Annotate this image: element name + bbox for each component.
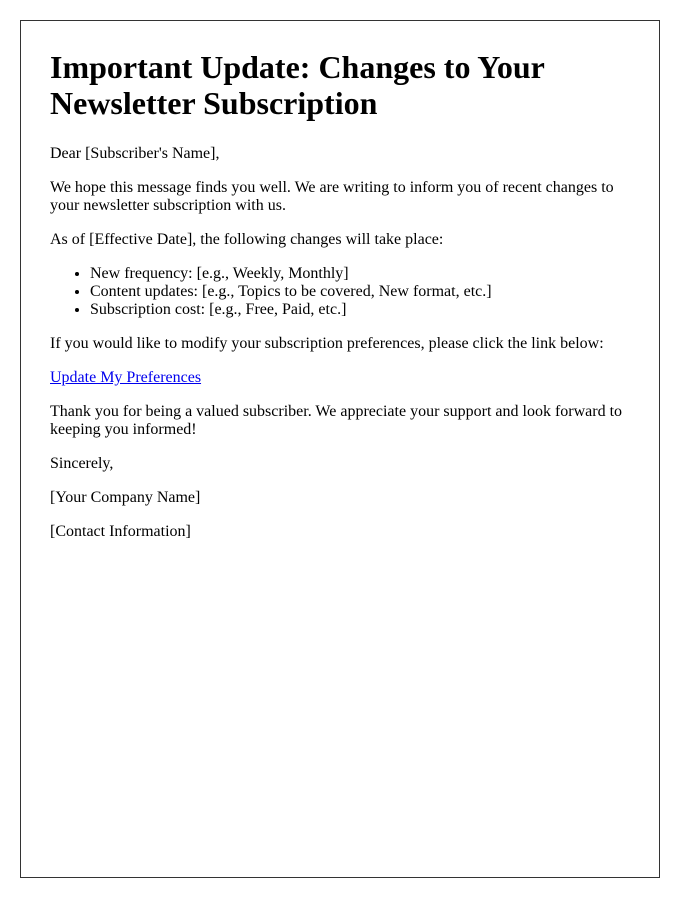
modify-paragraph: If you would like to modify your subscription preferences, please click the link below: <box>50 335 604 352</box>
list-item: • Content updates: [e.g., Topics to be covered, New format, etc.] <box>90 283 630 301</box>
update-preferences-link[interactable]: Update My Preferences <box>50 369 202 386</box>
changes-list <box>50 265 630 319</box>
page-title: Important Update: Changes to Your Newsletter Subscription <box>50 49 545 121</box>
changes-intro: As of [Effective Date], the following changes will take place: <box>50 231 444 248</box>
list-item: • New frequency: [e.g., Weekly, Monthly] <box>90 265 630 283</box>
letter-frame <box>20 20 660 878</box>
closing: Sincerely, <box>50 455 114 472</box>
letter-content <box>50 49 630 557</box>
greeting: Dear [Subscriber's Name], <box>50 145 220 162</box>
intro-paragraph: We hope this message finds you well. We are writing to inform you of recent changes to your newsletter subscription with us. <box>50 179 614 214</box>
thanks-paragraph: Thank you for being a valued subscriber. We appreciate your support and look forward to keeping you informed! <box>50 403 623 438</box>
company-name: [Your Company Name] <box>50 489 201 506</box>
contact-info: [Contact Information] <box>50 523 191 540</box>
list-item: • Subscription cost: [e.g., Free, Paid, etc.] <box>90 301 630 319</box>
link-paragraph <box>50 369 630 387</box>
